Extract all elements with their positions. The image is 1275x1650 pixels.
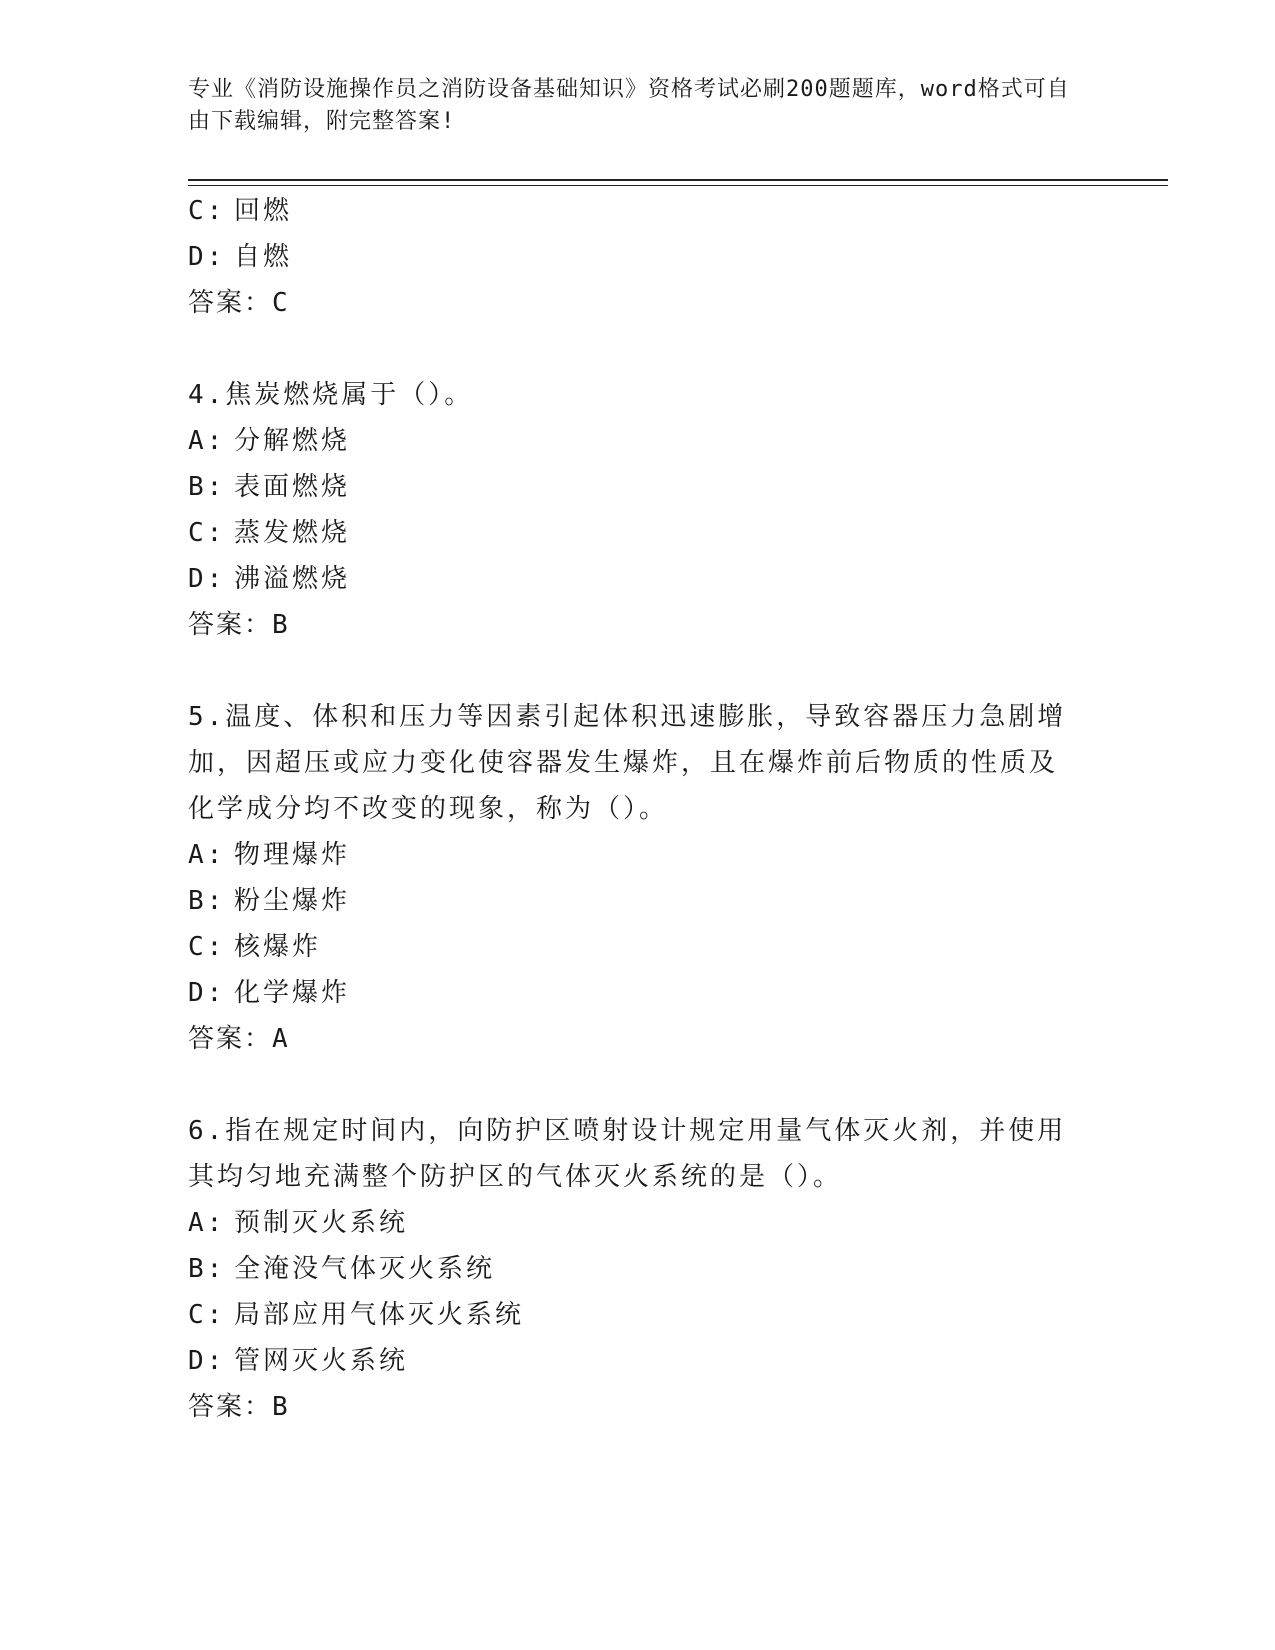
question-fragment [188,188,1078,326]
option-a: A: 预制灭火系统 [188,1208,409,1238]
option-c: C: 核爆炸 [188,932,322,962]
question-list [188,188,1078,1430]
option-c: C: 回燃 [188,196,293,226]
option-d: D: 化学爆炸 [188,978,351,1008]
option-d: D: 管网灭火系统 [188,1346,409,1376]
answer: 答案：B [188,610,290,640]
question-6 [188,1108,1078,1430]
question-4 [188,372,1078,648]
header-divider [188,179,1168,181]
option-a: A: 分解燃烧 [188,426,351,456]
page-header: 专业《消防设施操作员之消防设备基础知识》资格考试必刷200题题库，word格式可自由下载编辑，附完整答案! [188,77,1070,134]
option-d: D: 沸溢燃烧 [188,564,351,594]
answer: 答案：B [188,1392,290,1422]
option-c: C: 蒸发燃烧 [188,518,351,548]
option-c: C: 局部应用气体灭火系统 [188,1300,525,1330]
option-b: B: 全淹没气体灭火系统 [188,1254,496,1284]
option-d: D: 自燃 [188,242,293,272]
question-stem: 4.焦炭燃烧属于（）。 [188,380,474,410]
option-b: B: 粉尘爆炸 [188,886,351,916]
question-stem: 6.指在规定时间内，向防护区喷射设计规定用量气体灭火剂，并使用其均匀地充满整个防护区的气体灭火系统的是（）。 [188,1116,1067,1192]
header-divider-thin [188,185,1168,186]
option-a: A: 物理爆炸 [188,840,351,870]
question-5 [188,694,1078,1062]
answer: 答案：C [188,288,290,318]
answer: 答案：A [188,1024,290,1054]
question-stem: 5.温度、体积和压力等因素引起体积迅速膨胀，导致容器压力急剧增加，因超压或应力变化使容器发生爆炸，且在爆炸前后物质的性质及化学成分均不改变的现象，称为（）。 [188,702,1067,824]
option-b: B: 表面燃烧 [188,472,351,502]
